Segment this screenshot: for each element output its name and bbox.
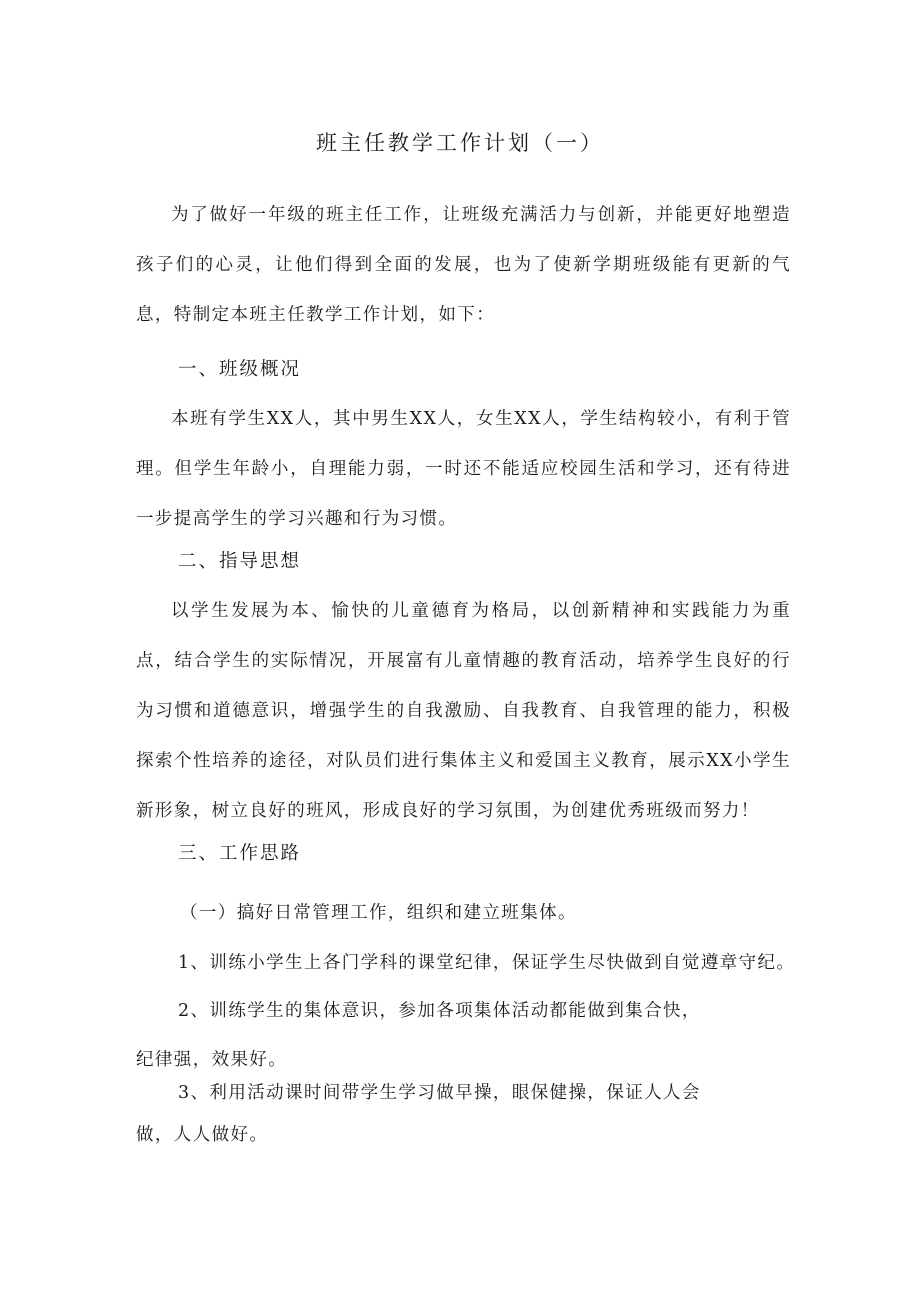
section-heading-work-approach: 三、工作思路 bbox=[178, 843, 302, 864]
list-item-continuation: 纪律强，效果好。 bbox=[136, 1050, 288, 1070]
section-heading-guiding-ideology: 二、指导思想 bbox=[178, 551, 302, 572]
list-item: 2、训练学生的集体意识，参加各项集体活动都能做到集合快， bbox=[178, 1001, 701, 1021]
section-heading-class-overview: 一、班级概况 bbox=[178, 359, 302, 380]
intro-paragraph: 为了做好一年级的班主任工作，让班级充满活力与创新，并能更好地塑造孩子们的心灵，让他们得到全面的发展，也为了使新学期班级能有更新的气息，特制定本班主任教学工作计划，如下： bbox=[136, 205, 791, 325]
document-title: 班主任教学工作计划（一） bbox=[316, 131, 604, 155]
list-item: 1、训练小学生上各门学科的课堂纪律，保证学生尽快做到自觉遵章守纪。 bbox=[178, 953, 796, 973]
list-item: 3、利用活动课时间带学生学习做早操，眼保健操，保证人人会 bbox=[178, 1083, 701, 1103]
list-item-continuation: 做，人人做好。 bbox=[136, 1125, 269, 1145]
subsection-heading-daily-management: （一）搞好日常管理工作，组织和建立班集体。 bbox=[180, 903, 577, 923]
guiding-ideology-paragraph: 以学生发展为本、愉快的儿童德育为格局，以创新精神和实践能力为重点，结合学生的实际情况，开展富有儿童情趣的教育活动，培养学生良好的行为习惯和道德意识，增强学生的自我激励、自我教育、自我管理的能力，积极探索个性培养的途径，对队员们进行集体主义和爱国主义教育，展示XX小学生新形象，树立良好的班风，形成良好的学习氛围，为创建优秀班级而努力！ bbox=[136, 601, 791, 821]
class-overview-paragraph: 本班有学生XX人，其中男生XX人，女生XX人，学生结构较小，有利于管理。但学生年龄小，自理能力弱，一时还不能适应校园生活和学习，还有待进一步提高学生的学习兴趣和行为习惯。 bbox=[136, 409, 791, 529]
